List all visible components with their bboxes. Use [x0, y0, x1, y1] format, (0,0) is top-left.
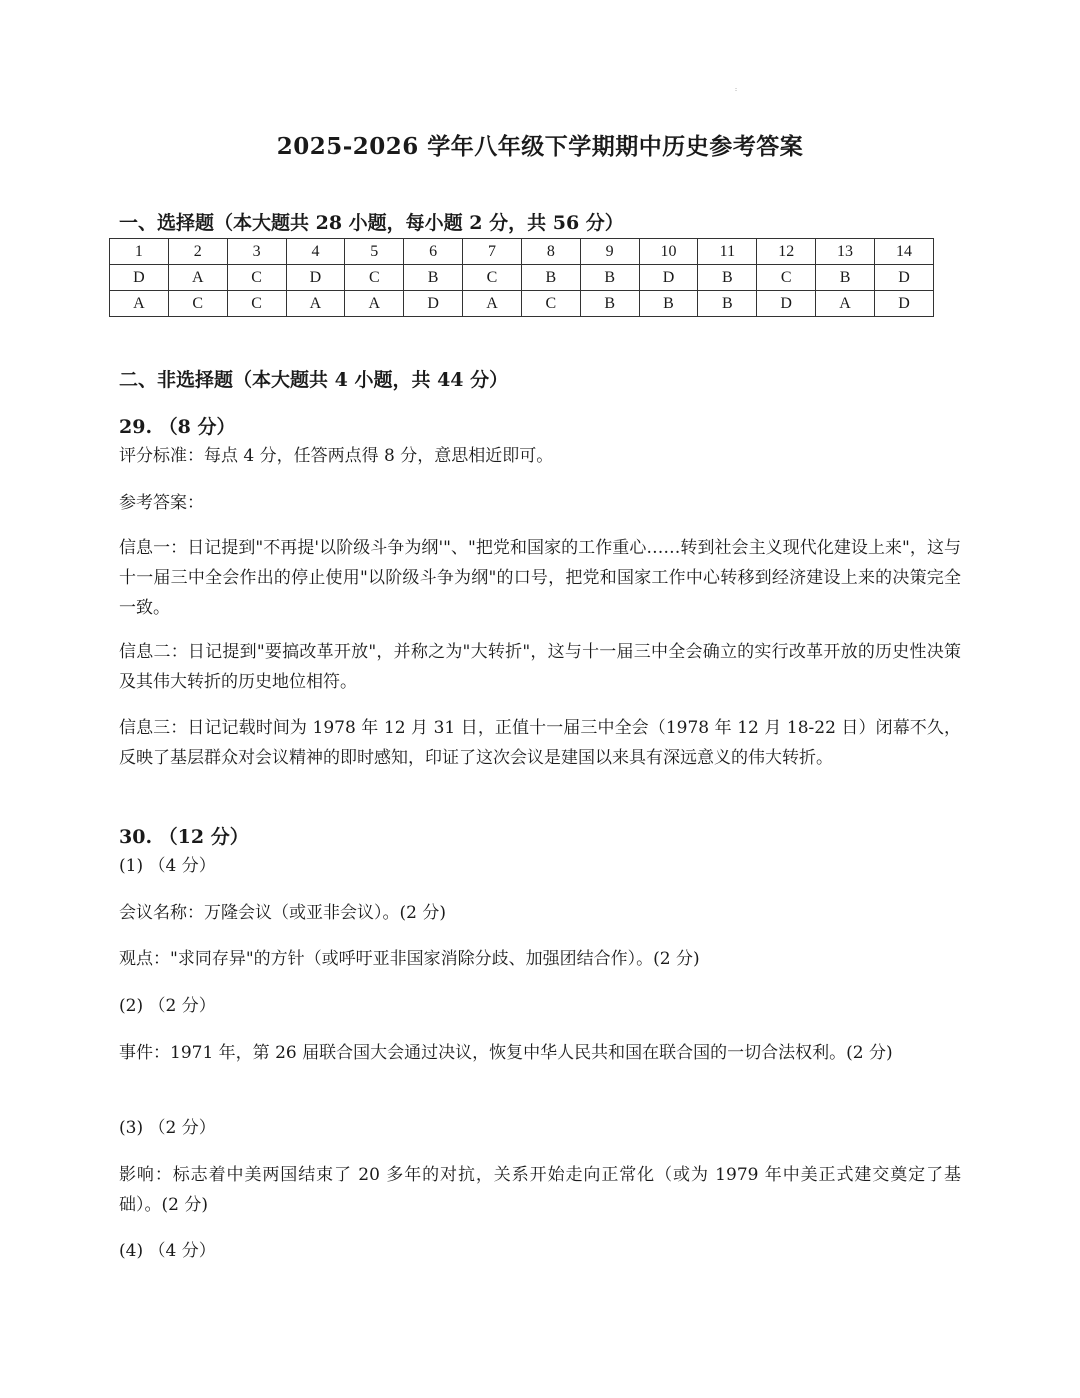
answer-cell: C	[521, 291, 580, 317]
q29-heading: 29. （8 分）	[119, 416, 236, 438]
q29-ref-label: 参考答案：	[119, 493, 204, 513]
question-number-cell: 11	[698, 239, 757, 265]
answer-cell: B	[816, 265, 875, 291]
answer-cell: B	[580, 265, 639, 291]
answer-cell: C	[345, 265, 404, 291]
question-number-cell: 3	[227, 239, 286, 265]
q30-heading: 30. （12 分）	[119, 826, 249, 848]
q29-info2: 信息二：日记提到"要搞改革开放"，并称之为"大转折"，这与十一届三中全会确立的实行改革开放的历史性决策及其伟大转折的历史地位相符。	[119, 642, 961, 692]
q30-part1-view: 观点："求同存异"的方针（或呼吁亚非国家消除分歧、加强团结合作）。(2 分)	[119, 949, 700, 969]
answer-table	[109, 238, 934, 317]
table-row-answers-15-28	[110, 291, 934, 317]
answer-cell: B	[639, 291, 698, 317]
answer-cell: A	[168, 265, 227, 291]
answer-cell: B	[521, 265, 580, 291]
answer-cell: D	[110, 265, 169, 291]
answer-cell: A	[345, 291, 404, 317]
q30-part2-event: 事件：1971 年，第 26 届联合国大会通过决议，恢复中华人民共和国在联合国的一切合法权利。(2 分)	[119, 1043, 893, 1063]
answer-cell: C	[463, 265, 522, 291]
answer-cell: D	[757, 291, 816, 317]
answer-cell: B	[404, 265, 463, 291]
answer-cell: B	[698, 265, 757, 291]
answer-cell: B	[698, 291, 757, 317]
table-row-answers-1-14	[110, 265, 934, 291]
q29-criteria: 评分标准：每点 4 分，任答两点得 8 分，意思相近即可。	[119, 446, 554, 466]
question-number-cell: 1	[110, 239, 169, 265]
answer-cell: A	[463, 291, 522, 317]
question-number-cell: 13	[816, 239, 875, 265]
table-row-numbers	[110, 239, 934, 265]
question-number-cell: 7	[463, 239, 522, 265]
question-number-cell: 5	[345, 239, 404, 265]
answer-cell: D	[404, 291, 463, 317]
answer-cell: D	[874, 265, 933, 291]
answer-cell: D	[874, 291, 933, 317]
q30-part4-label: (4) （4 分）	[119, 1241, 216, 1261]
answer-cell: B	[580, 291, 639, 317]
q30-part1-meeting: 会议名称：万隆会议（或亚非会议）。(2 分)	[119, 903, 446, 923]
question-number-cell: 10	[639, 239, 698, 265]
q29-info3: 信息三：日记记载时间为 1978 年 12 月 31 日，正值十一届三中全会（1978 年 12 月 18-22 日）闭幕不久，反映了基层群众对会议精神的即时感知，印证了这次会议是建国以来具有深远意义的伟大转折。	[119, 718, 961, 768]
page-title: 2025-2026 学年八年级下学期期中历史参考答案	[276, 133, 804, 160]
answer-cell: D	[286, 265, 345, 291]
question-number-cell: 4	[286, 239, 345, 265]
section1-heading: 一、选择题（本大题共 28 小题，每小题 2 分，共 56 分）	[119, 212, 624, 234]
question-number-cell: 9	[580, 239, 639, 265]
answer-cell: A	[816, 291, 875, 317]
q30-part3-label: (3) （2 分）	[119, 1118, 216, 1138]
question-number-cell: 2	[168, 239, 227, 265]
question-number-cell: 14	[874, 239, 933, 265]
answer-cell: C	[227, 265, 286, 291]
answer-cell: A	[110, 291, 169, 317]
answer-cell: A	[286, 291, 345, 317]
header-mark: :	[735, 86, 738, 93]
question-number-cell: 6	[404, 239, 463, 265]
question-number-cell: 12	[757, 239, 816, 265]
question-number-cell: 8	[521, 239, 580, 265]
answer-cell: D	[639, 265, 698, 291]
q30-part1-label: (1) （4 分）	[119, 856, 216, 876]
answer-cell: C	[168, 291, 227, 317]
answer-cell: C	[757, 265, 816, 291]
answer-cell: C	[227, 291, 286, 317]
q30-part3-impact: 影响：标志着中美两国结束了 20 多年的对抗，关系开始走向正常化（或为 1979 年中美正式建交奠定了基础）。(2 分)	[119, 1165, 961, 1215]
section2-heading: 二、非选择题（本大题共 4 小题，共 44 分）	[119, 369, 509, 391]
q29-info1: 信息一：日记提到"不再提'以阶级斗争为纲'"、"把党和国家的工作重心……转到社会主义现代化建设上来"，这与十一届三中全会作出的停止使用"以阶级斗争为纲"的口号，把党和国家工作中心转移到经济建设上来的决策完全一致。	[119, 538, 961, 618]
q30-part2-label: (2) （2 分）	[119, 996, 216, 1016]
